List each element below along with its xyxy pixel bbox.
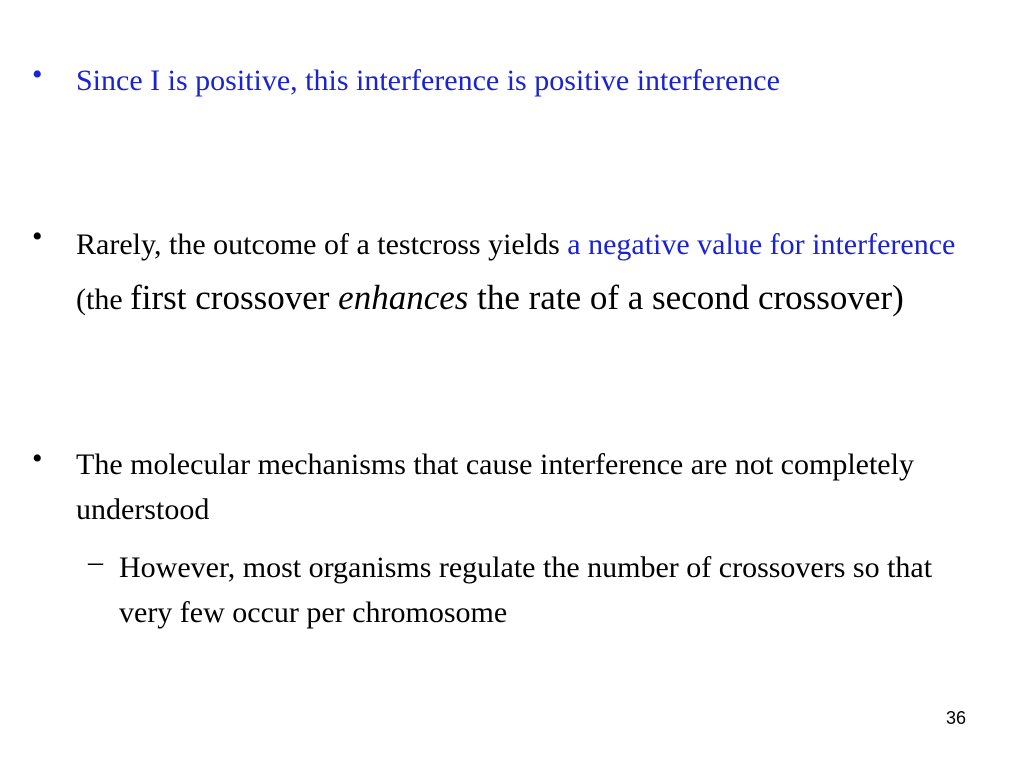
bullet-2-part1: Rarely, the outcome of a testcross yields <box>76 228 568 261</box>
bullet-2-text <box>76 218 956 326</box>
bullet-marker: • <box>32 442 43 475</box>
bullet-2-part6: the rate of a second crossover) <box>468 278 904 317</box>
bullet-2-part3: (the <box>76 283 131 316</box>
sub-bullet-1-text: However, most organisms regulate the number of crossovers so that very few occur per chromosome <box>119 551 933 629</box>
sub-bullet-marker: – <box>88 545 103 578</box>
bullet-2-emphasis: enhances <box>338 278 469 317</box>
bullet-1-text: Since I is positive, this interference is positive interference <box>76 64 780 97</box>
bullet-marker: • <box>32 58 43 91</box>
bullet-marker: • <box>32 220 43 253</box>
bullet-2-part4: first crossover <box>130 278 339 317</box>
bullet-2-highlight: a negative value for interference <box>567 228 956 261</box>
page-number: 36 <box>945 708 966 728</box>
bullet-3-text: The molecular mechanisms that cause interference are not completely understood <box>76 448 914 526</box>
